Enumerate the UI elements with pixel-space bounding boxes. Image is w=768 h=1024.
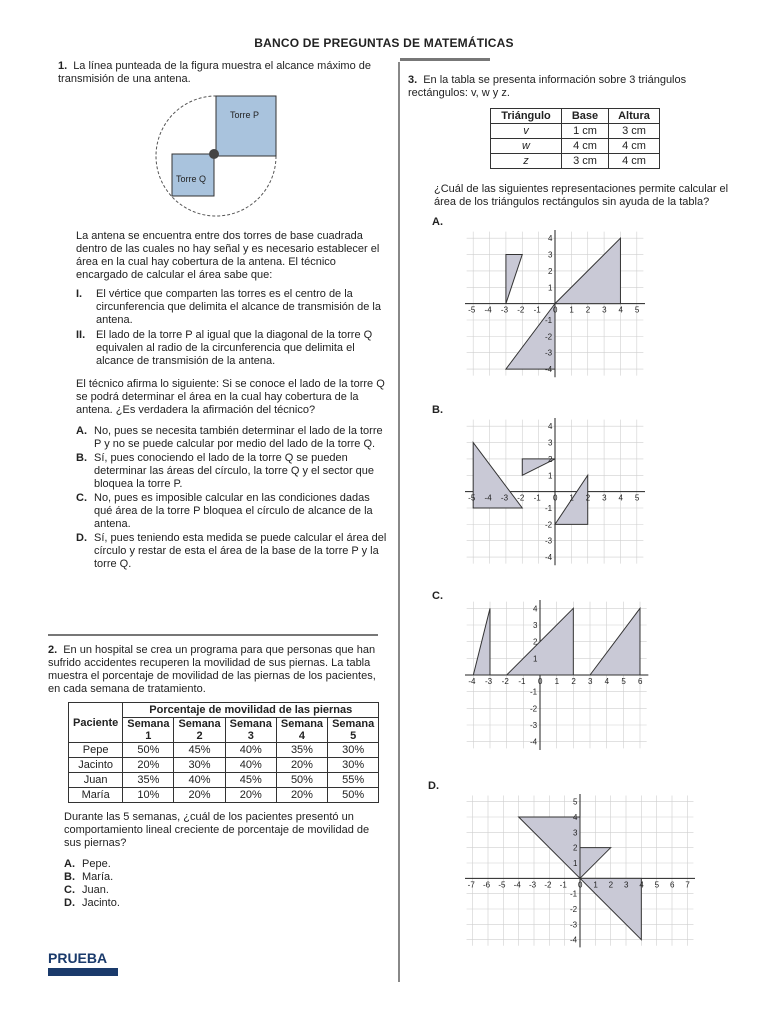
y-tick-label: -1 [570,889,578,899]
q3-question: ¿Cuál de las siguientes representaciones permite calcular el área de los triángulos rectángulos sin ayuda de la tabla? [434,183,729,208]
y-tick-label: -3 [570,920,578,930]
x-tick-label: 0 [578,880,583,890]
q1-fact-2-text: El lado de la torre P al igual que la diagonal de la torre Q equivalen al radio de la circunferencia que delimita el alcance de transmisión de la antena. [96,329,373,367]
x-tick-label: 3 [588,677,593,686]
table-cell: 20% [276,758,327,773]
x-tick-label: 6 [638,677,643,686]
y-tick-label: -3 [545,348,553,358]
x-tick-label: 2 [608,880,614,890]
table-row [69,743,379,758]
q1-option-d[interactable] [76,532,388,571]
col-patient-header: Paciente [69,703,123,743]
table-cell: 4 cm [609,139,660,154]
q1-q2-divider [48,634,378,636]
y-tick-label: -2 [545,520,553,530]
mobility-table [68,702,379,803]
q2-option-b-key: B. [64,871,75,883]
q1-statement-text: La línea punteada de la figura muestra el alcance máximo de transmisión de una antena. [58,60,371,85]
x-tick-label: 0 [538,677,543,686]
y-tick-label: -1 [545,504,553,513]
week-header: Semana 4 [276,718,327,743]
q1-option-d-key: D. [76,532,87,544]
q1-context: La antena se encuentra entre dos torres de base cuadrada dentro de las cuales no hay señal y es necesario establecer el área en la cual hay cobertura de la antena. El técnico encargado de calcular el área sabe que: [76,230,380,281]
q1-option-c[interactable] [76,492,388,531]
y-tick-label: 3 [533,621,538,630]
y-tick-label: 5 [573,797,578,807]
table-row [491,139,660,154]
q1-options [48,425,388,571]
q3-number: 3. [408,74,418,86]
y-tick-label: 3 [573,828,578,838]
table-row [69,773,379,788]
q1-fact-2 [76,329,388,368]
table-cell: 50% [276,773,327,788]
table-cell: 45% [174,743,225,758]
y-tick-label: 4 [548,422,553,432]
patient-name: María [69,788,123,803]
y-tick-label: 4 [548,234,553,244]
table-row [491,154,660,169]
y-tick-label: 2 [548,454,553,464]
x-tick-label: -2 [517,493,525,503]
q2-option-d-text: Jacinto. [82,897,120,909]
q1-question: El técnico afirma lo siguiente: Si se conoce el lado de la torre Q se podrá determinar el área en la cual hay cobertura de la antena. ¿Es verdadera la afirmación del técnico? [76,378,385,416]
q2-option-b[interactable] [64,871,378,884]
x-tick-label: 1 [569,305,574,315]
x-tick-label: 1 [569,493,574,503]
y-tick-label: -3 [545,536,553,546]
week-header: Semana 3 [225,718,276,743]
graph-d-label: D. [428,780,439,792]
table-cell: 50% [328,788,379,803]
antenna-figure [48,92,388,220]
q2-statement [48,644,378,696]
y-tick-label: -2 [530,704,538,714]
q1-option-b-text: Sí, pues conociendo el lado de la torre Q se pueden determinar las áreas del círculo, la torre Q y el sector que bloquea la torre P. [94,452,375,490]
table-row [69,788,379,803]
y-tick-label: 1 [533,654,538,664]
q1-option-c-key: C. [76,492,87,504]
table-header: Base [562,109,609,124]
table-cell: w [491,139,562,154]
q1-option-a-key: A. [76,425,87,437]
x-tick-label: -4 [468,677,476,686]
x-tick-label: 5 [634,305,640,315]
q2-option-c-text: Juan. [82,884,109,896]
x-tick-label: -6 [483,880,491,890]
table-cell: v [491,124,562,139]
y-tick-label: -4 [530,737,538,747]
x-tick-label: 6 [670,880,675,890]
x-tick-label: 1 [593,880,598,890]
y-tick-label: 3 [548,438,553,448]
table-row [491,124,660,139]
q1-statement [48,60,388,86]
x-tick-label: -5 [468,305,476,315]
q2-option-d-key: D. [64,897,75,909]
table-cell: 40% [225,743,276,758]
group-header: Porcentaje de movilidad de las piernas [123,703,379,718]
q2-block [48,644,378,910]
q1-option-a[interactable] [76,425,388,451]
y-tick-label: 2 [573,843,578,853]
q2-options [48,858,378,910]
q1-option-c-text: No, pues es imposible calcular en las condiciones dadas qué área de la torre P bloquea el círculo de alcance de la antena. [94,492,373,530]
q2-option-a-text: Pepe. [82,858,111,870]
y-tick-label: 1 [548,283,553,293]
table-cell: 3 cm [562,154,609,169]
q1-fact-2-key: II. [76,329,86,341]
week-header: Semana 1 [123,718,174,743]
q1-fact-1-key: I. [76,288,83,300]
left-column [48,60,388,571]
patient-name: Jacinto [69,758,123,773]
table-cell: 20% [123,758,174,773]
q2-option-b-text: María. [82,871,114,883]
x-tick-label: 4 [639,880,644,890]
y-tick-label: 3 [548,250,553,260]
x-tick-label: 5 [634,493,640,503]
y-tick-label: 1 [573,859,578,868]
q1-fact-1 [76,288,388,327]
table-cell: 30% [328,758,379,773]
q1-option-b[interactable] [76,452,388,491]
antenna-diagram [48,92,388,220]
y-tick-label: -1 [545,316,553,325]
y-tick-label: 2 [533,637,538,647]
graph-c-label: C. [432,590,443,602]
table-cell: 35% [276,743,327,758]
week-header: Semana 2 [174,718,225,743]
week-header: Semana 5 [328,718,379,743]
table-row [69,758,379,773]
table-cell: 30% [174,758,225,773]
q1-option-b-key: B. [76,452,87,464]
q2-option-c[interactable] [64,884,378,897]
q2-option-a[interactable] [64,858,378,871]
x-tick-label: 2 [585,305,591,315]
x-tick-label: 4 [618,305,623,315]
q2-question: Durante las 5 semanas, ¿cuál de los pacientes presentó un comportamiento lineal creciente de porcentaje de movilidad de sus piernas? [64,811,370,849]
torre-p-square [216,96,276,156]
q1-fact-1-text: El vértice que comparten las torres es el centro de la circunferencia que delimita el alcance de transmisión de la antena. [96,288,381,326]
y-tick-label: -1 [530,687,538,697]
torre-q-label: Torre Q [176,174,207,184]
prueba-bar [48,968,118,976]
prueba-label: PRUEBA [48,950,108,966]
x-tick-label: -1 [559,880,567,890]
x-tick-label: -7 [467,880,475,890]
patient-name: Juan [69,773,123,788]
x-tick-label: 3 [624,880,629,890]
x-tick-label: 4 [604,677,610,686]
table-cell: 4 cm [562,139,609,154]
q1-facts [48,288,388,368]
x-tick-label: -5 [468,493,476,503]
x-tick-label: -4 [513,880,521,890]
x-tick-label: -2 [517,305,525,315]
x-tick-label: 0 [553,493,558,503]
graph-b-label: B. [432,404,443,416]
q2-number: 2. [48,644,58,656]
table-cell: 45% [225,773,276,788]
q1-number: 1. [58,60,68,72]
column-divider [398,62,400,982]
graph-d [455,784,705,974]
q2-option-c-key: C. [64,884,75,896]
x-tick-label: -5 [498,880,506,890]
x-tick-label: 3 [602,493,607,503]
y-tick-label: -2 [545,332,553,342]
table-cell: 40% [225,758,276,773]
graph-a-label: A. [432,216,443,228]
q1-option-d-text: Sí, pues teniendo esta medida se puede calcular el área del círculo y restar de esta el área de la base de la torre P y la torre Q. [94,532,387,570]
y-tick-label: 1 [548,471,553,481]
x-tick-label: 2 [585,493,591,503]
x-tick-label: -3 [500,305,509,315]
x-tick-label: 2 [571,677,576,686]
graph-c [455,590,665,760]
table-header: Triángulo [491,109,562,124]
table-cell: 20% [174,788,225,803]
x-tick-label: 1 [554,677,560,686]
y-tick-label: 4 [573,813,578,822]
x-tick-label: 4 [618,493,623,503]
graph-b [455,408,655,578]
y-tick-label: 4 [533,604,538,614]
x-tick-label: 5 [654,880,660,890]
x-tick-label: -1 [533,493,541,503]
q3-statement [408,74,748,100]
q2-statement-text: En un hospital se crea un programa para que personas que han sufrido accidentes recuperen la movilidad de sus piernas. La tabla muestra el porcentaje de movilidad de las piernas de los pacientes, en cada semana de tratamiento. [48,644,376,695]
x-tick-label: -2 [544,880,552,890]
table-cell: 50% [123,743,174,758]
q2-option-a-key: A. [64,858,75,870]
page-title: BANCO DE PREGUNTAS DE MATEMÁTICAS [254,36,514,50]
x-tick-label: -3 [529,880,537,890]
x-tick-label: -3 [500,493,509,503]
y-tick-label: -3 [530,721,538,730]
x-tick-label: 7 [685,880,690,890]
table-cell: z [491,154,562,169]
x-tick-label: -1 [518,677,526,686]
y-tick-label: -2 [570,905,578,914]
y-tick-label: -4 [545,553,553,563]
table-header: Altura [609,109,660,124]
x-tick-label: -2 [501,677,509,686]
x-tick-label: 3 [602,305,607,315]
table-cell: 10% [123,788,174,803]
y-tick-label: -4 [545,365,553,375]
triangle-shape [506,255,522,304]
patient-name: Pepe [69,743,123,758]
table-cell: 55% [328,773,379,788]
torre-p-label: Torre P [230,110,260,120]
y-tick-label: 2 [548,266,553,276]
x-tick-label: 5 [621,677,626,686]
table-cell: 35% [123,773,174,788]
x-tick-label: -3 [485,677,493,686]
table-cell: 40% [174,773,225,788]
y-tick-label: -4 [570,935,578,945]
x-tick-label: -4 [484,493,492,503]
x-tick-label: -1 [533,305,541,315]
table-cell: 1 cm [562,124,609,139]
table-cell: 3 cm [609,124,660,139]
top-right-rule [400,58,490,61]
table-cell: 20% [225,788,276,803]
x-tick-label: 0 [553,305,558,315]
table-cell: 4 cm [609,154,660,169]
graph-a [455,220,655,390]
table-cell: 30% [328,743,379,758]
q1-option-a-text: No, pues se necesita también determinar el lado de la torre P y no se puede calcular por medio del lado de la torre Q. [94,425,383,450]
table-cell: 20% [276,788,327,803]
x-tick-label: -4 [484,305,492,315]
q3-block [408,74,748,209]
antenna-icon [209,149,219,159]
q3-statement-text: En la tabla se presenta información sobre 3 triángulos rectángulos: v, w y z. [408,74,687,99]
triangles-table [490,108,660,169]
q2-option-d[interactable] [64,897,378,910]
